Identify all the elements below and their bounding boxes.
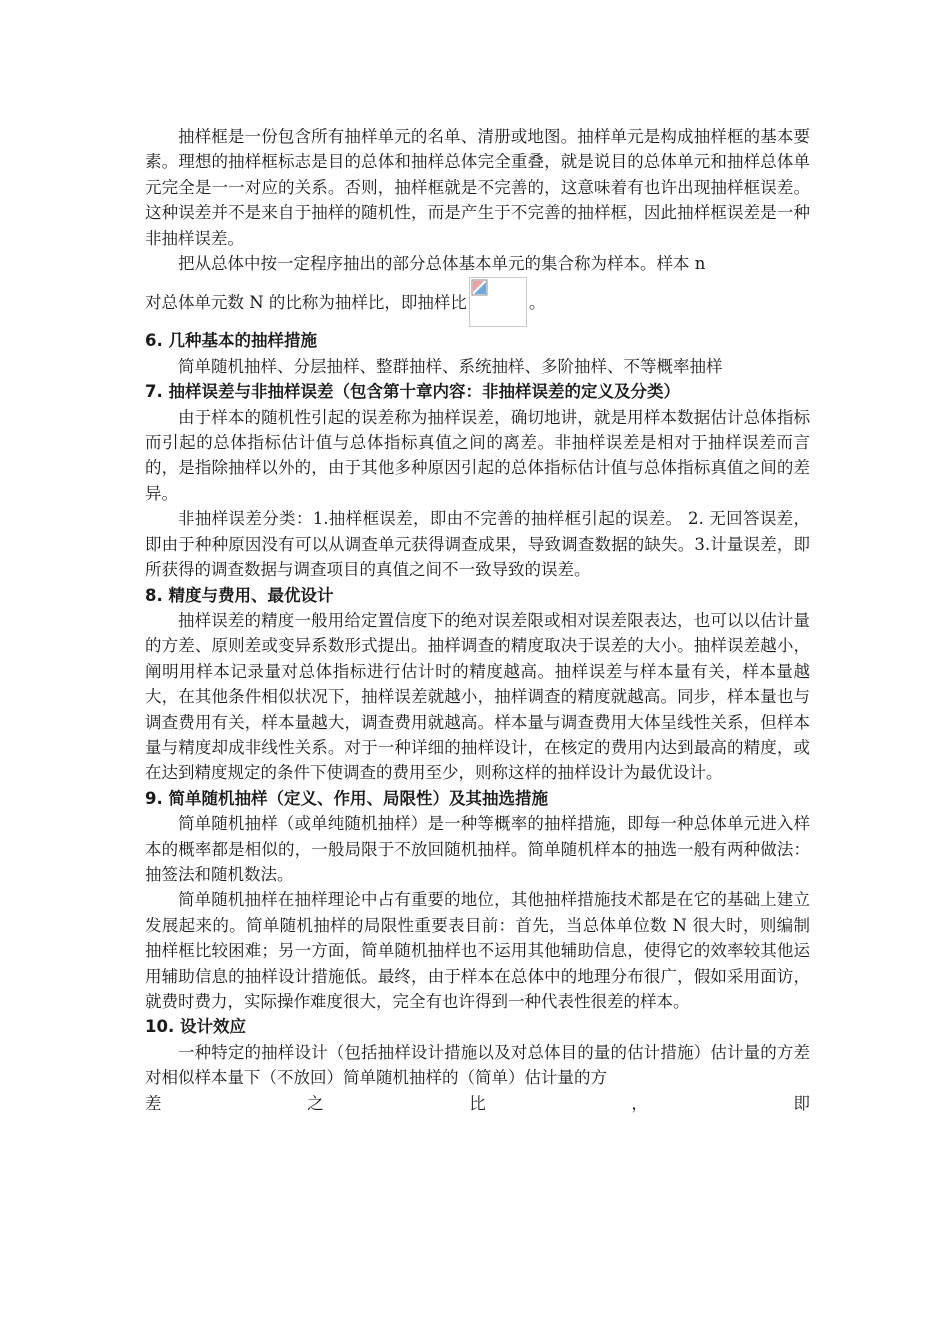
paragraph-srs-definition: 简单随机抽样（或单纯随机抽样）是一种等概率的抽样措施，即每一种总体单元进入样本的概率都是相似的，一般局限于不放回随机抽样。简单随机样本的抽选一般有两种做法：抽签法和随机数法。	[145, 814, 810, 884]
heading-section-10: 10. 设计效应	[145, 1017, 246, 1037]
paragraph-nonsampling-error-types: 非抽样误差分类：1.抽样框误差，即由不完善的抽样框引起的误差。 2. 无回答误差，即由于种种原因没有可以从调查单元获得调查成果，导致调查数据的缺失。3.计量误差，即所获得的调查数据与调查项目的真值之间不一致导致的误差。	[145, 509, 810, 580]
paragraph-basic-methods: 简单随机抽样、分层抽样、整群抽样、系统抽样、多阶抽样、不等概率抽样	[178, 356, 723, 376]
sampling-ratio-text: 对总体单元数 N 的比称为抽样比，即抽样比	[145, 292, 467, 312]
heading-section-7: 7. 抽样误差与非抽样误差（包含第十章内容：非抽样误差的定义及分类）	[145, 382, 680, 402]
paragraph-precision-cost: 抽样误差的精度一般用给定置信度下的绝对误差限或相对误差限表达，也可以以估计量的方差、原则差或变异系数形式提出。抽样调查的精度取决于误差的大小。抽样误差越小，阐明用样本记录量对总体指标进行估计时的精度越高。抽样误差与样本量有关，样本量越大，在其他条件相似状况下，抽样误差就越小，抽样调查的精度就越高。同步，样本量也与调查费用有关，样本量越大，调查费用就越高。样本量与调查费用大体呈线性关系，但样本量与精度却成非线性关系。对于一种详细的抽样设计，在核定的费用内达到最高的精度，或在达到精度规定的条件下使调查的费用至少，则称这样的抽样设计为最优设计。	[145, 610, 810, 783]
last-line-char: 即	[793, 1093, 810, 1113]
last-line-char: 之	[307, 1093, 324, 1113]
sampling-ratio-period: 。	[528, 292, 546, 312]
last-line-char: 比	[469, 1093, 486, 1113]
heading-section-9: 9. 简单随机抽样（定义、作用、局限性）及其抽选措施	[145, 788, 548, 808]
last-line-char: 差	[145, 1093, 162, 1113]
paragraph-sample-definition-line2	[145, 276, 810, 328]
paragraph-sampling-frame: 抽样框是一份包含所有抽样单元的名单、清册或地图。抽样单元是构成抽样框的基本要素。理想的抽样框标志是目的总体和抽样总体完全重叠，就是说目的总体单元和抽样总体单元完全是一一对应的关系。否则，抽样框就是不完善的，这意味着有也许出现抽样框误差。这种误差并不是来自于抽样的随机性，而是产生于不完善的抽样框，因此抽样框误差是一种非抽样误差。	[145, 127, 810, 248]
last-line-char: ，	[631, 1093, 648, 1113]
heading-section-6: 6. 几种基本的抽样措施	[145, 331, 317, 351]
broken-formula-image-icon	[469, 277, 527, 327]
heading-section-8: 8. 精度与费用、最优设计	[145, 585, 334, 605]
design-effect-last-line	[145, 1091, 810, 1116]
paragraph-sampling-error: 由于样本的随机性引起的误差称为抽样误差，确切地讲，就是用样本数据估计总体指标而引起的总体指标估计值与总体指标真值之间的离差。非抽样误差是相对于抽样误差而言的，是指除抽样以外的，由于其他多种原因引起的总体指标估计值与总体指标真值之间的差异。	[145, 407, 810, 503]
paragraph-design-effect: 一种特定的抽样设计（包括抽样设计措施以及对总体目的量的估计措施）估计量的方差对相似样本量下（不放回）简单随机抽样的（简单）估计量的方	[145, 1042, 810, 1088]
paragraph-sample-definition-line1: 把从总体中按一定程序抽出的部分总体基本单元的集合称为样本。样本 n	[178, 254, 706, 274]
paragraph-srs-limitations: 简单随机抽样在抽样理论中占有重要的地位，其他抽样措施技术都是在它的基础上建立发展起来的。简单随机抽样的局限性重要表目前：首先，当总体单位数 N 很大时，则编制抽样框比较困难；另一方面，简单随机抽样也不运用其他辅助信息，使得它的效率较其他运用辅助信息的抽样设计措施低。最终，由于样本在总体中的地理分布很广，假如采用面访，就费时费力，实际操作难度很大，完全有也许得到一种代表性很差的样本。	[145, 890, 810, 1011]
